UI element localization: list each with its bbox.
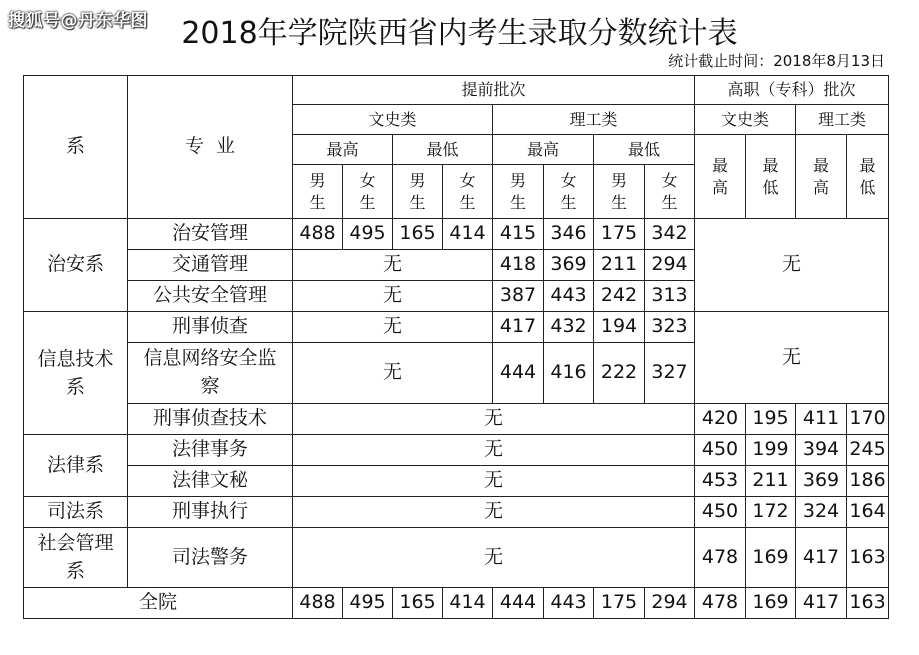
none-cell: 无 xyxy=(695,219,889,312)
header-major: 专 业 xyxy=(128,76,293,219)
major-cell: 信息网络安全监察 xyxy=(128,343,293,404)
header-sci-lowest: 最低 xyxy=(594,135,695,165)
none-cell: 无 xyxy=(293,528,695,588)
table-row xyxy=(24,435,889,466)
score-cell: 394 xyxy=(796,435,847,466)
score-cell: 323 xyxy=(645,312,695,343)
score-cell: 186 xyxy=(847,466,889,497)
score-cell: 416 xyxy=(544,343,594,404)
score-cell: 164 xyxy=(847,497,889,528)
score-cell: 169 xyxy=(746,588,796,619)
none-cell: 无 xyxy=(293,435,695,466)
score-cell: 488 xyxy=(293,588,343,619)
score-cell: 369 xyxy=(544,250,594,281)
header-voc-science: 理工类 xyxy=(796,105,889,135)
table-row xyxy=(24,404,889,435)
score-cell: 327 xyxy=(645,343,695,404)
score-cell: 163 xyxy=(847,588,889,619)
watermark: 搜狐号@丹东华图 xyxy=(8,11,148,31)
score-cell: 195 xyxy=(746,404,796,435)
score-cell: 453 xyxy=(695,466,746,497)
score-cell: 478 xyxy=(695,528,746,588)
dept-cell: 信息技术系 xyxy=(24,312,128,435)
major-cell: 法律文秘 xyxy=(128,466,293,497)
score-cell: 495 xyxy=(343,219,393,250)
header-lit-highest: 最高 xyxy=(293,135,393,165)
dept-cell: 法律系 xyxy=(24,435,128,497)
major-cell: 刑事执行 xyxy=(128,497,293,528)
header-vocational-batch: 高职（专科）批次 xyxy=(695,76,889,105)
score-cell: 346 xyxy=(544,219,594,250)
header-lit-lowest: 最低 xyxy=(393,135,493,165)
header-voc-lit-lowest: 最低 xyxy=(746,135,796,219)
score-cell: 443 xyxy=(544,281,594,312)
header-voc-lit-highest: 最高 xyxy=(695,135,746,219)
score-cell: 417 xyxy=(493,312,544,343)
header-male: 男生 xyxy=(594,165,645,219)
score-cell: 444 xyxy=(493,588,544,619)
none-cell: 无 xyxy=(695,312,889,404)
none-cell: 无 xyxy=(293,250,493,281)
header-female: 女生 xyxy=(443,165,493,219)
score-cell: 211 xyxy=(594,250,645,281)
score-cell: 418 xyxy=(493,250,544,281)
score-cell: 342 xyxy=(645,219,695,250)
major-cell: 治安管理 xyxy=(128,219,293,250)
header-voc-sci-lowest: 最低 xyxy=(847,135,889,219)
none-cell: 无 xyxy=(293,281,493,312)
header-early-science: 理工类 xyxy=(493,105,695,135)
table-row xyxy=(24,528,889,588)
header-female: 女生 xyxy=(544,165,594,219)
score-cell: 495 xyxy=(343,588,393,619)
score-cell: 172 xyxy=(746,497,796,528)
score-cell: 414 xyxy=(443,219,493,250)
header-female: 女生 xyxy=(343,165,393,219)
none-cell: 无 xyxy=(293,343,493,404)
header-male: 男生 xyxy=(393,165,443,219)
score-cell: 387 xyxy=(493,281,544,312)
header-voc-liberal-arts: 文史类 xyxy=(695,105,796,135)
score-cell: 169 xyxy=(746,528,796,588)
header-early-liberal-arts: 文史类 xyxy=(293,105,493,135)
score-cell: 411 xyxy=(796,404,847,435)
score-cell: 245 xyxy=(847,435,889,466)
score-table xyxy=(23,75,889,619)
score-cell: 313 xyxy=(645,281,695,312)
header-sci-highest: 最高 xyxy=(493,135,594,165)
total-row xyxy=(24,588,889,619)
page-title: 2018年学院陕西省内考生录取分数统计表 xyxy=(181,16,738,51)
header-male: 男生 xyxy=(293,165,343,219)
score-cell: 211 xyxy=(746,466,796,497)
score-cell: 222 xyxy=(594,343,645,404)
header-male: 男生 xyxy=(493,165,544,219)
score-cell: 415 xyxy=(493,219,544,250)
none-cell: 无 xyxy=(293,497,695,528)
score-cell: 242 xyxy=(594,281,645,312)
score-cell: 294 xyxy=(645,588,695,619)
major-cell: 法律事务 xyxy=(128,435,293,466)
dept-cell: 司法系 xyxy=(24,497,128,528)
major-cell: 刑事侦查技术 xyxy=(128,404,293,435)
major-cell: 刑事侦查 xyxy=(128,312,293,343)
score-cell: 417 xyxy=(796,528,847,588)
table-row xyxy=(24,466,889,497)
score-cell: 175 xyxy=(594,219,645,250)
score-cell: 194 xyxy=(594,312,645,343)
major-cell: 司法警务 xyxy=(128,528,293,588)
header-voc-sci-highest: 最高 xyxy=(796,135,847,219)
none-cell: 无 xyxy=(293,404,695,435)
score-cell: 414 xyxy=(443,588,493,619)
header-early-batch: 提前批次 xyxy=(293,76,695,105)
score-cell: 443 xyxy=(544,588,594,619)
none-cell: 无 xyxy=(293,466,695,497)
score-cell: 163 xyxy=(847,528,889,588)
score-cell: 170 xyxy=(847,404,889,435)
score-cell: 324 xyxy=(796,497,847,528)
score-cell: 450 xyxy=(695,497,746,528)
score-cell: 444 xyxy=(493,343,544,404)
table-row xyxy=(24,219,889,250)
score-cell: 420 xyxy=(695,404,746,435)
dept-cell: 治安系 xyxy=(24,219,128,312)
table-row xyxy=(24,312,889,343)
major-cell: 交通管理 xyxy=(128,250,293,281)
score-cell: 165 xyxy=(393,588,443,619)
score-cell: 294 xyxy=(645,250,695,281)
score-cell: 478 xyxy=(695,588,746,619)
score-cell: 417 xyxy=(796,588,847,619)
none-cell: 无 xyxy=(293,312,493,343)
score-cell: 175 xyxy=(594,588,645,619)
major-cell: 公共安全管理 xyxy=(128,281,293,312)
header-female: 女生 xyxy=(645,165,695,219)
score-cell: 432 xyxy=(544,312,594,343)
total-label: 全院 xyxy=(24,588,293,619)
score-cell: 369 xyxy=(796,466,847,497)
score-cell: 165 xyxy=(393,219,443,250)
score-cell: 450 xyxy=(695,435,746,466)
score-cell: 488 xyxy=(293,219,343,250)
stat-date: 统计截止时间：2018年8月13日 xyxy=(668,52,885,70)
table-row xyxy=(24,497,889,528)
dept-cell: 社会管理系 xyxy=(24,528,128,588)
header-dept: 系 xyxy=(24,76,128,219)
score-cell: 199 xyxy=(746,435,796,466)
